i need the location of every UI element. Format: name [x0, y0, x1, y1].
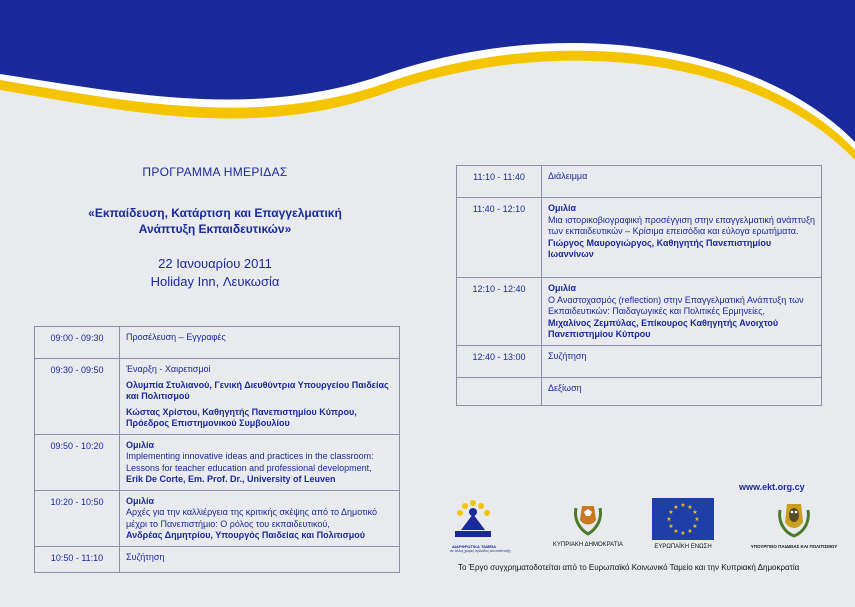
structural-funds-icon: [451, 498, 497, 540]
schedule-row: [457, 377, 822, 405]
ministry-logo: [750, 498, 838, 549]
speaker-line: Κώστας Χρίστου, Καθηγητής Πανεπιστημίου Κύπρου, Πρόεδρος Επιστημονικού Συμβουλίου: [126, 406, 357, 428]
cyprus-emblem-icon: [568, 498, 608, 538]
svg-text:★: ★: [666, 516, 672, 523]
eu-flag-icon: [652, 498, 714, 540]
speaker-line: Ανδρέας Δημητρίου, Υπουργός Παιδείας και Πολιτισμού: [126, 530, 366, 540]
schedule-description: [120, 546, 400, 572]
structural-funds-caption: ΔΙΑΡΘΡΩΤΙΚΑ ΤΑΜΕΙΑ: [451, 544, 496, 549]
description-line: Συζήτηση: [548, 350, 587, 361]
schedule-row: [35, 434, 400, 490]
schedule-table-midday: [456, 165, 822, 406]
event-title: [40, 205, 390, 237]
program-title: ΠΡΟΓΡΑΜΜΑ ΗΜΕΡΙΔΑΣ: [142, 165, 288, 179]
schedule-time: [457, 377, 542, 405]
eu-caption: ΕΥΡΩΠΑΪΚΗ ΕΝΩΣΗ: [654, 544, 712, 550]
schedule-description: [542, 278, 822, 346]
svg-text:★: ★: [692, 523, 698, 530]
description-line: Προσέλευση – Εγγραφές: [126, 332, 226, 342]
cyprus-republic-logo: [548, 498, 628, 548]
schedule-row: [457, 166, 822, 198]
speaker-line: Μιχαλίνος Ζεμπύλας, Επίκουρος Καθηγητής Ανοιχτού Πανεπιστημίου Κύπρου: [548, 317, 779, 339]
event-title-line-2: Ανάπτυξη Εκπαιδευτικών»: [138, 222, 292, 236]
schedule-row: [457, 345, 822, 377]
description-line: Συζήτηση: [126, 551, 165, 562]
svg-text:★: ★: [668, 509, 674, 516]
speaker-line: Ομιλία: [548, 203, 577, 213]
structural-funds-subcaption: σε άλλες χώρες πρόοδος και ανάπτυξη: [450, 549, 511, 553]
sponsor-logos: [450, 498, 840, 560]
schedule-description: [542, 377, 822, 405]
svg-text:★: ★: [687, 504, 693, 511]
schedule-row: [457, 198, 822, 278]
speaker-line: Ομιλία: [548, 283, 577, 293]
structural-funds-logo: [450, 498, 511, 553]
cofinance-note: Το Έργο συγχρηματοδοτείται από το Ευρωπαϊκό Κοινωνικό Ταμείο και την Κυπριακή Δημοκρατία: [458, 563, 800, 572]
speaker-line: Ομιλία: [126, 439, 155, 450]
svg-text:★: ★: [673, 528, 679, 535]
description-line: Ο Αναστοχασμός (reflection) στην Επαγγελματική Ανάπτυξη των Εκπαιδευτικών: Παιδαγωγικές και Πολιτικές Ερμηνείες,: [548, 294, 804, 316]
website-link[interactable]: www.ekt.org.cy: [739, 482, 805, 492]
schedule-table-morning: [34, 326, 400, 573]
schedule-time: 12:40 - 13:00: [457, 345, 542, 377]
svg-text:★: ★: [692, 509, 698, 516]
schedule-time: 11:40 - 12:10: [457, 198, 542, 278]
schedule-time: 09:50 - 10:20: [35, 434, 120, 490]
ministry-emblem-icon: [774, 498, 814, 540]
event-date: 22 Ιανουαρίου 2011: [158, 256, 272, 271]
speaker-line: Γιώργος Μαυρογιώργος, Καθηγητής Πανεπιστημίου Ιωαννίνων: [548, 237, 772, 259]
speaker-line: Ολυμπία Στυλιανού, Γενική Διευθύντρια Υπουργείου Παιδείας και Πολιτισμού: [126, 379, 389, 401]
schedule-row: [457, 278, 822, 346]
schedule-description: [542, 166, 822, 198]
schedule-time: 11:10 - 11:40: [457, 166, 542, 198]
schedule-description: [120, 327, 400, 359]
schedule-description: [120, 434, 400, 490]
svg-text:★: ★: [668, 523, 674, 530]
svg-text:★: ★: [694, 516, 700, 523]
schedule-time: 10:50 - 11:10: [35, 546, 120, 572]
description-line: Διάλειμμα: [548, 171, 588, 181]
event-title-line-1: «Εκπαίδευση, Κατάρτιση και Επαγγελματική: [88, 206, 342, 220]
speaker-line: Erik De Corte, Em. Prof. Dr., University of Leuven: [126, 474, 336, 484]
cyprus-republic-caption: ΚΥΠΡΙΑΚΗ ΔΗΜΟΚΡΑΤΙΑ: [552, 542, 624, 548]
program-heading: [40, 165, 390, 291]
schedule-row: [35, 490, 400, 546]
ministry-caption: ΥΠΟΥΡΓΕΙΟ ΠΑΙΔΕΙΑΣ ΚΑΙ ΠΟΛΙΤΙΣΜΟΥ: [750, 544, 838, 549]
svg-text:★: ★: [680, 530, 686, 537]
description-line: Αρχές για την καλλιέργεια της κριτικής σκέψης από το Δημοτικό μέχρι το Πανεπιστήμιο: Ο ρόλος του εκπαιδευτικού,: [126, 507, 378, 529]
description-line: Μια ιστορικοβιογραφική προσέγγιση στην επαγγελματική ανάπτυξη των εκπαιδευτικών – Κρίσιμα επεισόδια και εύλογα ερωτήματα.: [548, 214, 816, 236]
schedule-description: [542, 345, 822, 377]
schedule-row: [35, 327, 400, 359]
header-banner: [0, 0, 855, 170]
eu-logo: [648, 498, 718, 550]
schedule-time: 12:10 - 12:40: [457, 278, 542, 346]
event-venue: Holiday Inn, Λευκωσία: [150, 274, 280, 289]
schedule-time: 09:00 - 09:30: [35, 327, 120, 359]
schedule-time: 10:20 - 10:50: [35, 490, 120, 546]
description-line: Δεξίωση: [548, 382, 582, 393]
description-line: Implementing innovative ideas and practices in the classroom: Lessons for teacher education and professional development,: [126, 451, 374, 473]
schedule-description: [542, 198, 822, 278]
speaker-line: Ομιλία: [126, 495, 155, 506]
schedule-row: [35, 359, 400, 435]
schedule-time: 09:30 - 09:50: [35, 359, 120, 435]
description-line: Έναρξη - Χαιρετισμοί: [126, 364, 211, 374]
schedule-description: [120, 490, 400, 546]
svg-text:★: ★: [680, 502, 686, 509]
svg-text:★: ★: [687, 528, 693, 535]
schedule-row: [35, 546, 400, 572]
svg-text:★: ★: [673, 504, 679, 511]
schedule-description: [120, 359, 400, 435]
